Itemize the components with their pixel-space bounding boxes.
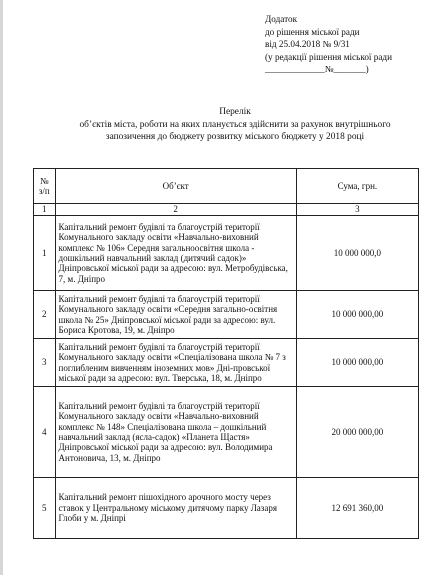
row-object: Капітальний ремонт будівлі та благоустрій території Комунального закладу освіти «Навчально-виховний комплекс № 106» Середня загальноосвітня школа - дошкільний навчальний заклад (дитячий садок)» Дніпровської міської ради за адресою: вул. Метробудівська, 7, м. Дніпро — [55, 216, 296, 291]
row-sum: 20 000 000,00 — [296, 387, 418, 478]
column-index-row — [34, 204, 419, 216]
title-line: Перелік — [219, 107, 251, 117]
row-sum: 10 000 000,00 — [296, 291, 418, 339]
row-object: Капітальний ремонт будівлі та благоустрій території Комунального закладу освіти «Середня загально-освітня школа № 25» Дніпровської міської ради за адресою: вул. Бориса Кротова, 19, м. Дніпро — [55, 291, 296, 339]
title-line: об’єктів міста, роботи на яких планується здійснити за рахунок внутрішнього — [79, 119, 391, 130]
header-number — [34, 169, 56, 204]
row-number: 3 — [34, 339, 56, 387]
appendix-line: Додаток — [265, 14, 298, 24]
appendix-line: _____________№_______) — [265, 64, 369, 75]
row-sum: 10 000 000,0 — [296, 216, 418, 291]
appendix-line: (у редакції рішення міської ради — [265, 51, 393, 62]
row-number: 1 — [34, 216, 56, 291]
row-sum: 10 000 000,00 — [296, 339, 418, 387]
appendix-line: від 25.04.2018 № 9/31 — [265, 39, 350, 50]
row-number: 4 — [34, 387, 56, 478]
row-number: 2 — [34, 291, 56, 339]
row-sum: 12 691 360,00 — [296, 478, 418, 539]
header-object: Об’єкт — [55, 169, 296, 204]
header-number-line2: з/п — [38, 186, 50, 196]
table-row — [34, 387, 419, 478]
row-object: Капітальний ремонт будівлі та благоустрій території Комунального закладу освіти «Спеціалізована школа № 7 з поглибленим вивченням іноземних мов» Дні-провської міської ради за адресою: вул. Тверська, 18, м. Дніпро — [55, 339, 296, 387]
row-object: Капітальний ремонт будівлі та благоустрій території Комунального закладу освіти «Навчально-виховний комплекс № 148» Спеціалізована школа – дошкільний навчальний заклад (ясла-садок) «Планета Щастя» Дніпровської міської ради за адресою: вул. Володимира Антоновича, 13, м. Дніпро — [55, 387, 296, 478]
header-sum: Сума, грн. — [296, 169, 418, 204]
title-line: запозичення до бюджету розвитку міського бюджету у 2018 році — [105, 132, 365, 142]
column-index-cell: 2 — [55, 204, 296, 216]
table-row — [34, 216, 419, 291]
table-header-row — [34, 169, 419, 204]
appendix-block — [265, 13, 392, 76]
objects-table — [33, 168, 419, 539]
row-number: 5 — [34, 478, 56, 539]
column-index-cell: 1 — [34, 204, 56, 216]
column-index-cell: 3 — [296, 204, 418, 216]
appendix-line: до рішення міської ради — [265, 26, 360, 37]
scan-left-edge — [0, 0, 3, 575]
document-title — [40, 106, 430, 144]
header-number-line1: № — [39, 175, 49, 186]
table-row — [34, 339, 419, 387]
row-object: Капітальний ремонт пішохідного арочного мосту через ставок у Центральному міському дитячому парку Лазаря Глоби у м. Дніпрі — [55, 478, 296, 539]
table-row — [34, 478, 419, 539]
table-row — [34, 291, 419, 339]
